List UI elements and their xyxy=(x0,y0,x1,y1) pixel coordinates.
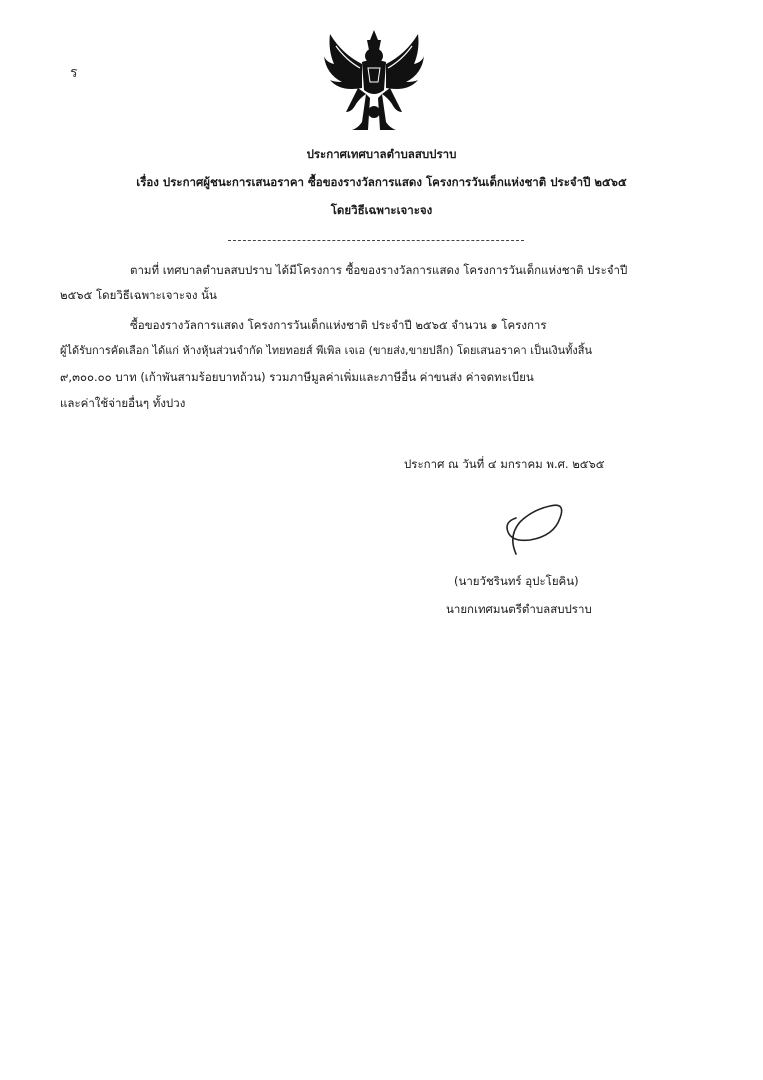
paragraph-2-line-4: และค่าใช้จ่ายอื่นๆ ทั้งปวง xyxy=(60,396,186,410)
garuda-emblem-icon xyxy=(322,28,426,140)
subject-line: เรื่อง ประกาศผู้ชนะการเสนอราคา ซื้อของรางวัลการแสดง โครงการวันเด็กแห่งชาติ ประจำปี ๒๕๖๕ xyxy=(136,175,627,189)
handwritten-signature-icon xyxy=(498,496,574,560)
signer-name: (นายวัชรินทร์ อุปะโยคิน) xyxy=(454,574,579,588)
paragraph-1-line-2: ๒๕๖๕ โดยวิธีเฉพาะเจาะจง นั้น xyxy=(60,288,217,302)
separator-line xyxy=(228,240,524,241)
method-line: โดยวิธีเฉพาะเจาะจง xyxy=(330,203,433,217)
corner-mark: ร xyxy=(70,65,78,81)
paragraph-1-line-1: ตามที่ เทศบาลตำบลสบปราบ ได้มีโครงการ ซื้อของรางวัลการแสดง โครงการวันเด็กแห่งชาติ ประจำปี xyxy=(130,263,628,277)
org-title: ประกาศเทศบาลตำบลสบปราบ xyxy=(306,147,457,161)
signer-title: นายกเทศมนตรีตำบลสบปราบ xyxy=(446,602,592,616)
announcement-date: ประกาศ ณ วันที่ ๔ มกราคม พ.ศ. ๒๕๖๕ xyxy=(404,457,605,471)
paragraph-2-line-2: ผู้ได้รับการคัดเลือก ได้แก่ ห้างหุ้นส่วนจำกัด ไทยทอยส์ พีเพิล เจเอ (ขายส่ง,ขายปลีก) โดยเสนอราคา เป็นเงินทั้งสิ้น xyxy=(60,344,592,357)
paragraph-2-line-3: ๙,๓๐๐.๐๐ บาท (เก้าพันสามร้อยบาทถ้วน) รวมภาษีมูลค่าเพิ่มและภาษีอื่น ค่าขนส่ง ค่าจดทะเบียน xyxy=(60,370,534,384)
paragraph-2-line-1: ซื้อของรางวัลการแสดง โครงการวันเด็กแห่งชาติ ประจำปี ๒๕๖๕ จำนวน ๑ โครงการ xyxy=(130,318,547,332)
